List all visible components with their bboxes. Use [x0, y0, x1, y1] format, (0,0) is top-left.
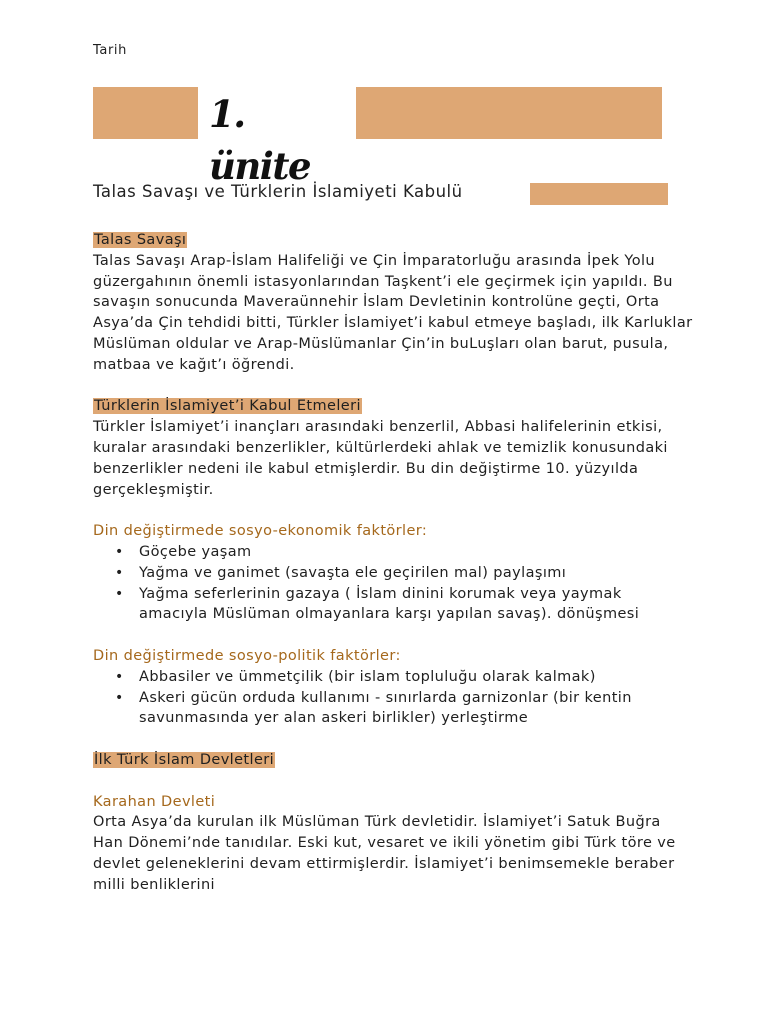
list-item: • Yağma seferlerinin gazaya ( İslam dinini korumak veya yaymak amacıyla Müslüman olmayanlara karşı yapılan savaş). dönüşmesi: [93, 584, 693, 626]
title-decor-left: [93, 87, 198, 139]
talas-body: Talas Savaşı Arap-İslam Halifeliği ve Çin İmparatorluğu arasında İpek Yolu güzergahının önemli istasyonlarından Taşkent’i ele geçirmek için yapıldı. Bu savaşın sonucunda Maveraünnehir İslam Devletinin kontrolüne geçti, Orta Asya’da Çin tehdidi bitti, Türkler İslamiyet’i kabul etmeye başladı, ilk Karluklar Müslüman oldular ve Arap-Müslümanlar Çin’in buLuşları olan barut, pusula, matbaa ve kağıt’ı öğrendi.: [93, 252, 693, 373]
ekonomik-list: [93, 542, 693, 625]
list-item: • Askeri gücün orduda kullanımı - sınırlarda garnizonlar (bir kentin savunmasında yer alan askeri birlikler) yerleştirme: [93, 688, 693, 730]
section-title-decor: [530, 183, 668, 205]
ekonomik-heading: Din değiştirmede sosyo-ekonomik faktörler:: [93, 523, 428, 540]
title-decor-right: [356, 87, 662, 139]
document-body: [93, 230, 693, 896]
talas-heading: Talas Savaşı: [94, 232, 187, 248]
section-title: Talas Savaşı ve Türklerin İslamiyeti Kabulü: [93, 182, 463, 201]
unit-title: 1. ünite: [209, 92, 310, 188]
list-item: • Abbasiler ve ümmetçilik (bir islam topluluğu olarak kalmak): [93, 667, 693, 688]
devletler-heading: İlk Türk İslam Devletleri: [94, 751, 275, 768]
list-item: • Göçebe yaşam: [93, 542, 693, 563]
karahan-body: Orta Asya’da kurulan ilk Müslüman Türk devletidir. İslamiyet’i Satuk Buğra Han Dönemi’nde tanıdılar. Eski kut, vesaret ve ikili yönetim gibi Türk töre ve devlet geleneklerini devam ettirmişlerdir. İslamiyet’i benimsemekle beraber milli benliklerini: [93, 814, 676, 893]
kabul-body: Türkler İslamiyet’i inançları arasındaki benzerlil, Abbasi halifelerinin etkisi, kuralar arasındaki benzerlikler, kültürlerdeki ahlak ve temizlik konusundaki benzerlikler nedeni ile kabul etmişlerdir. Bu din değiştirme 10. yüzyılda gerçekleşmiştir.: [93, 419, 668, 498]
karahan-heading: Karahan Devleti: [93, 793, 216, 810]
kabul-heading: Türklerin İslamiyet’i Kabul Etmeleri: [94, 398, 361, 415]
list-item: • Yağma ve ganimet (savaşta ele geçirilen mal) paylaşımı: [93, 563, 693, 584]
subject-label: Tarih: [93, 43, 127, 58]
politik-heading: Din değiştirmede sosyo-politik faktörler:: [93, 647, 401, 664]
politik-list: [93, 667, 693, 729]
